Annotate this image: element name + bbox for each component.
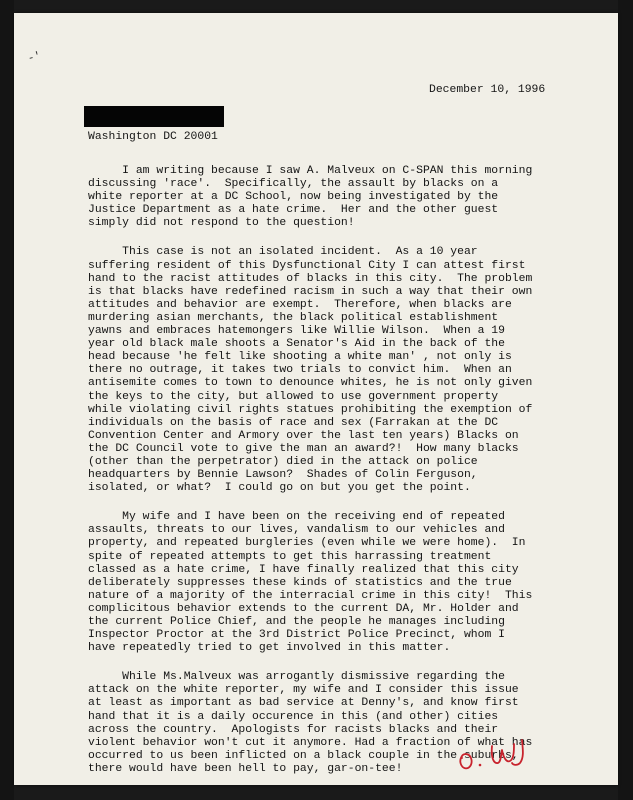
letter-date: December 10, 1996 [429, 84, 546, 96]
paragraph-line: there would have been hell to pay, gar-on-tee! [88, 762, 403, 775]
paragraph-line: head because 'he felt like shooting a white man' , not only is [88, 351, 512, 364]
paragraph-line: hand to the racist attitudes of blacks in this city. The problem [88, 272, 533, 285]
margin-mark: -' [26, 50, 43, 66]
paragraph-line: have repeatedly tried to get involved in this matter. [88, 642, 451, 655]
paragraph-line: headquarters by Bennie Lawson? Shades of Colin Ferguson, [88, 469, 478, 482]
paragraph-line: attack on the white reporter, my wife and I consider this issue [88, 684, 519, 697]
paragraph-line: white reporter at a DC School, now being investigated by the [88, 191, 499, 204]
paragraph-line: there no outrage, it takes two trials to convict him. When an [88, 364, 512, 377]
paragraph-line: the current Police Chief, and the people he manages including [88, 616, 505, 628]
paragraph-line: across the country. Apologists for racists blacks and their [88, 723, 499, 736]
paragraph-line: Justice Department as a hate crime. Her and the other guest [88, 204, 499, 217]
paragraph-line: is that blacks have redefined racism in such a way that their own [88, 285, 533, 298]
paragraph-line: antisemite comes to town to denounce whites, he is not only given [88, 377, 533, 390]
paragraph-line: occurred to us been inflicted on a black couple in the suburbs, [88, 749, 519, 762]
paragraph-line: while violating civil rights statues prohibiting the exemption of [88, 403, 533, 416]
paragraph-line: murdering asian merchants, the black political establishment [88, 311, 499, 324]
letter-paragraph [88, 511, 558, 655]
paragraph-line: the keys to the city, but allowed to use government property [88, 390, 499, 403]
paragraph-line: at least as important as bad service at Denny's, and know first [88, 697, 519, 710]
paragraph-line: year old black male shoots a Senator's Aid in the back of the [88, 338, 505, 351]
scanner-frame-right [618, 0, 633, 800]
paragraph-line: deliberately suppresses these kinds of statistics and the true [88, 576, 512, 589]
paragraph-line: discussing 'race'. Specifically, the assault by blacks on a [88, 178, 499, 191]
paragraph-line: isolated, or what? I could go on but you get the point. [88, 482, 471, 495]
letter-address: Washington DC 20001 [88, 131, 218, 143]
redaction-box [84, 106, 224, 127]
paragraph-line: violent behavior won't cut it anymore. Had a fraction of what has [88, 736, 533, 749]
letter-body [88, 165, 558, 792]
paragraph-line: nature of a majority of the interracial crime in this city! This [88, 589, 533, 602]
paragraph-line: hand that it is a daily occurence in this (and other) cities [88, 710, 499, 723]
paragraph-line: classed as a hate crime, I have finally realized that this city [88, 563, 519, 576]
paragraph-line: Convention Center and Armory over the last ten years) Blacks on [88, 429, 519, 442]
paragraph-line: complicitous behavior extends to the current DA, Mr. Holder and [88, 602, 519, 615]
paragraph-line: spite of repeated attempts to get this harrassing treatment [88, 550, 492, 563]
paragraph-line: suffering resident of this Dysfunctional City I can attest first [88, 259, 526, 272]
paragraph-line: Inspector Proctor at the 3rd District Police Precinct, whom I [88, 629, 505, 642]
paragraph-line: My wife and I have been on the receiving end of repeated [88, 511, 505, 524]
paragraph-line: assaults, threats to our lives, vandalism to our vehicles and [88, 524, 505, 537]
letter-paragraph [88, 165, 558, 230]
paragraph-line: This case is not an isolated incident. As a 10 year [88, 246, 478, 259]
paragraph-line: individuals on the basis of race and sex (Farrakan at the DC [88, 416, 499, 429]
scanner-frame-left [0, 0, 14, 800]
paragraph-line: yawns and embraces hatemongers like Willie Wilson. When a 19 [88, 325, 505, 338]
paragraph-line: attitudes and behavior are exempt. Therefore, when blacks are [88, 298, 512, 311]
paragraph-line: I am writing because I saw A. Malveux on C-SPAN this morning [88, 165, 533, 177]
handwritten-initials [456, 732, 536, 772]
paragraph-line: simply did not respond to the question! [88, 217, 355, 230]
paragraph-line: While Ms.Malveux was arrogantly dismissive regarding the [88, 671, 505, 684]
letter-paragraph [88, 246, 558, 495]
paragraph-line: (other than the perpetrator) died in the attack on police [88, 455, 478, 468]
paragraph-line: the DC Council vote to give the man an award?! How many blacks [88, 442, 519, 455]
paragraph-line: property, and repeated burgleries (even while we were home). In [88, 537, 526, 550]
